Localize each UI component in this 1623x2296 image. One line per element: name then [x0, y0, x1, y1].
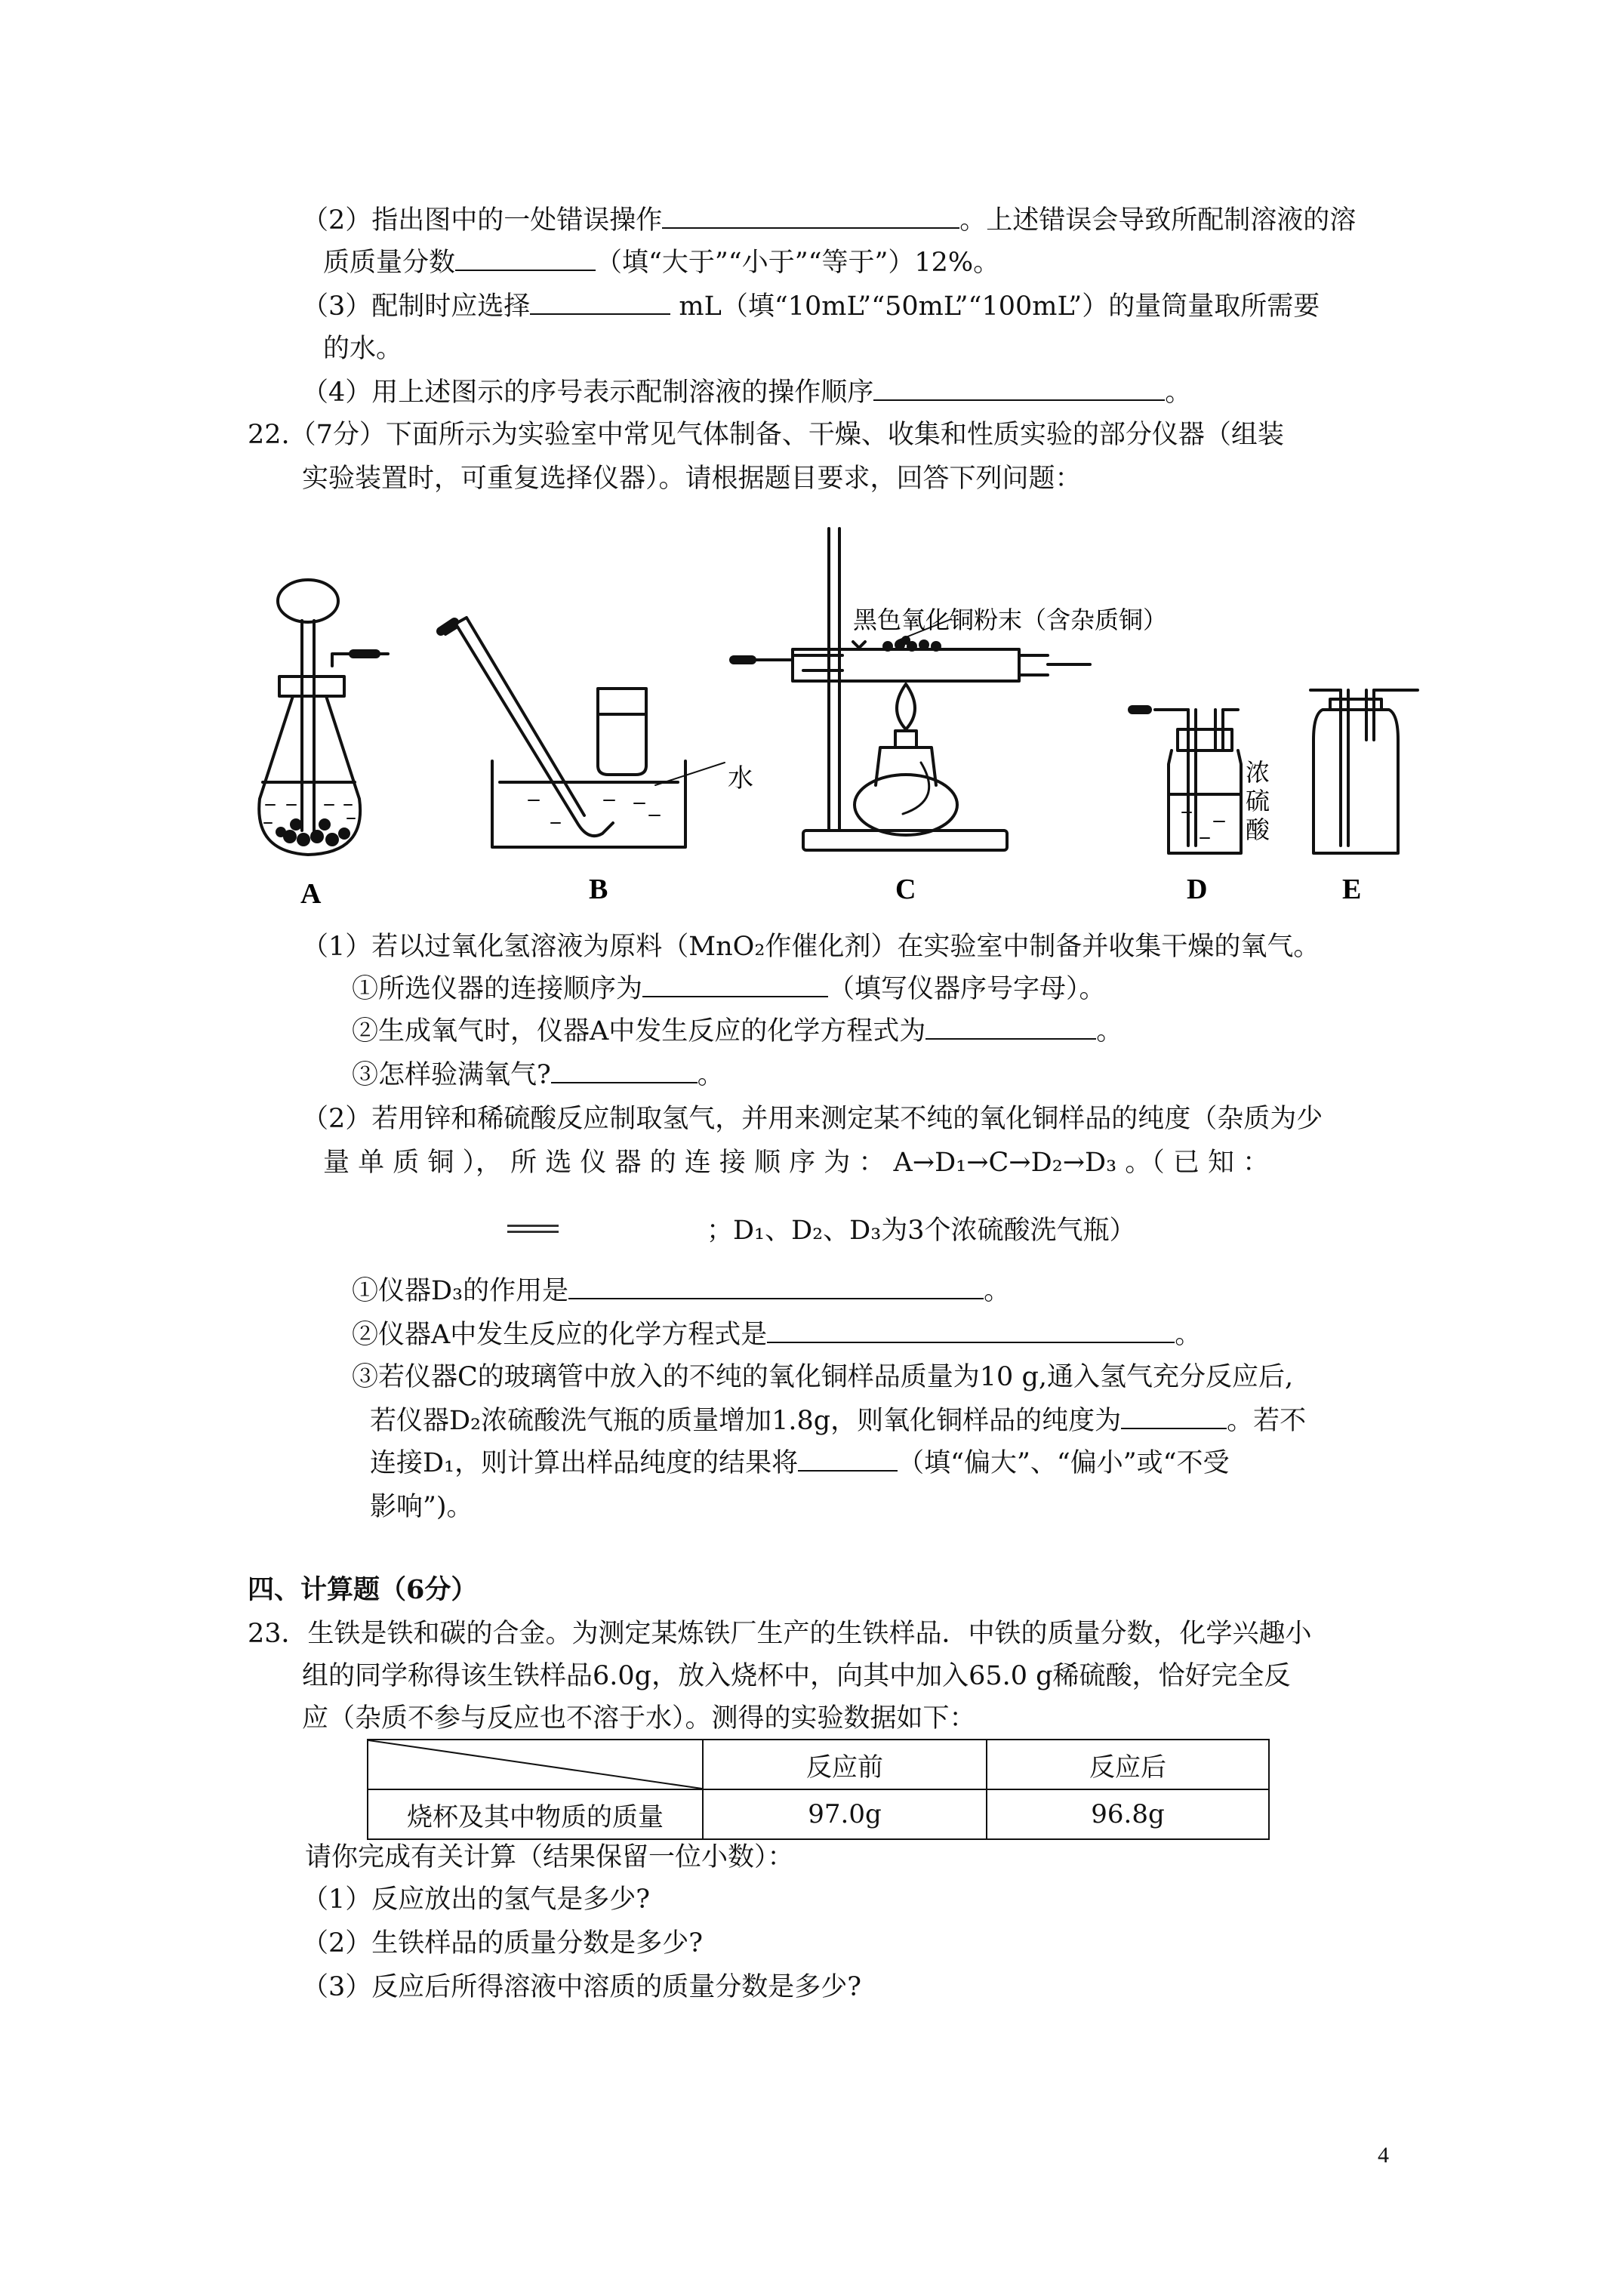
copper-oxide-note: 黑色氧化铜粉末（含杂质铜） [853, 606, 1168, 634]
page-number: 4 [1378, 2143, 1389, 2168]
q22-sub2-3-line4: 影响”)。 [370, 1492, 473, 1522]
diagonal-line [368, 1740, 702, 1789]
value-after: 96.8g [987, 1789, 1269, 1839]
q22-sub2-2: ②仪器A中发生反应的化学方程式是 。 [352, 1320, 1202, 1350]
apparatus-a-flask [259, 580, 388, 855]
apparatus-d-washbottle [1132, 710, 1241, 853]
q21-part2-line2: 质质量分数 （填“大于”“小于”“等于”）12%。 [323, 248, 1000, 278]
q21-part4: （4）用上述图示的序号表示配制溶液的操作顺序 。 [302, 378, 1192, 408]
apparatus-label-c: C [895, 874, 916, 905]
q22-sub2-line3: ；D₁、D₂、D₃为3个浓硫酸洗气瓶） [707, 1216, 1136, 1246]
q22-sub2-3-line1: ③若仪器C的玻璃管中放入的不纯的氧化铜样品质量为10 g,通入氢气充分反应后, [352, 1362, 1294, 1392]
answer-blank[interactable] [1121, 1405, 1227, 1429]
equation-image-placeholder [507, 1231, 559, 1233]
q22-sub2-3-line2: 若仪器D₂浓硫酸洗气瓶的质量增加1.8g，则氧化铜样品的纯度为 。若不 [370, 1406, 1307, 1436]
q23-instruction: 请你完成有关计算（结果保留一位小数）： [305, 1842, 794, 1872]
apparatus-label-e: E [1342, 874, 1362, 905]
q23-ask-3: （3）反应后所得溶液中溶质的质量分数是多少? [302, 1972, 862, 2002]
table-row [368, 1740, 1269, 1789]
q22-sub2-1: ①仪器D₃的作用是 。 [352, 1276, 1011, 1306]
q23-ask-2: （2）生铁样品的质量分数是多少? [302, 1928, 704, 1959]
acid-label-3: 酸 [1246, 815, 1270, 844]
apparatus-label-b: B [589, 874, 608, 905]
apparatus-figure [0, 0, 1623, 921]
apparatus-b-trough [441, 618, 725, 847]
acid-label-1: 浓 [1246, 758, 1270, 787]
header-before: 反应前 [703, 1740, 987, 1789]
table-diagonal-cell [368, 1740, 703, 1789]
answer-blank[interactable] [925, 1015, 1096, 1040]
header-after: 反应后 [987, 1740, 1269, 1789]
acid-label-2: 硫 [1246, 787, 1270, 815]
answer-blank[interactable] [568, 1275, 984, 1299]
q21-part3-line2: 的水。 [323, 334, 403, 364]
answer-blank[interactable] [798, 1447, 898, 1472]
q22-sub1-1: ①所选仪器的连接顺序为 （填写仪器序号字母）。 [352, 974, 1106, 1004]
equation-image-placeholder [507, 1225, 559, 1227]
q21-part2-line1: （2）指出图中的一处错误操作 。上述错误会导致所配制溶液的溶 [302, 205, 1357, 236]
q22-intro-line1: 22.（7分）下面所示为实验室中常见气体制备、干燥、收集和性质实验的部分仪器（组装 [248, 420, 1284, 450]
q22-intro-line2: 实验装置时，可重复选择仪器）。请根据题目要求，回答下列问题： [302, 464, 1082, 494]
q23-line1: 23．生铁是铁和碳的合金。为测定某炼铁厂生产的生铁样品．中铁的质量分数，化学兴趣小 [248, 1619, 1312, 1649]
data-table [367, 1739, 1270, 1840]
q21-part3-line1: （3）配制时应选择 mL（填“10mL”“50mL”“100mL”）的量筒量取所需要 [302, 291, 1320, 322]
answer-blank[interactable] [642, 973, 828, 997]
q22-sub1: （1）若以过氧化氢溶液为原料（MnO₂作催化剂）在实验室中制备并收集干燥的氧气。 [302, 932, 1320, 962]
q23-line3: 应（杂质不参与反应也不溶于水）。测得的实验数据如下： [302, 1703, 976, 1734]
section-4-title: 四、计算题（6分） [248, 1574, 478, 1605]
answer-blank[interactable] [767, 1319, 1175, 1343]
q22-sub2-line1: （2）若用锌和稀硫酸反应制取氢气，并用来测定某不纯的氧化铜样品的纯度（杂质为少 [302, 1104, 1323, 1134]
apparatus-e-gasjar [1310, 690, 1418, 853]
value-before: 97.0g [703, 1789, 987, 1839]
apparatus-label-d: D [1187, 874, 1208, 905]
q22-sub1-3: ③怎样验满氧气? 。 [352, 1060, 724, 1090]
apparatus-c-stand [734, 529, 1090, 850]
water-label: 水 [728, 763, 753, 794]
table-row [368, 1789, 1269, 1839]
row-label: 烧杯及其中物质的质量 [368, 1789, 703, 1839]
q22-sub1-2: ②生成氧气时，仪器A中发生反应的化学方程式为 。 [352, 1016, 1123, 1046]
q23-line2: 组的同学称得该生铁样品6.0g，放入烧杯中，向其中加入65.0 g稀硫酸，恰好完全反 [302, 1661, 1291, 1691]
apparatus-label-a: A [300, 878, 322, 910]
q22-sub2-3-line3: 连接D₁，则计算出样品纯度的结果将 （填“偏大”、“偏小”或“不受 [370, 1448, 1230, 1478]
answer-blank[interactable] [551, 1059, 698, 1083]
q23-ask-1: （1）反应放出的氢气是多少? [302, 1885, 651, 1915]
q22-sub2-line2: 量 单 质 铜 ）， 所 选 仪 器 的 连 接 顺 序 为 ： A→D₁→C→D₂→D₃ 。（ 已 知 ： [323, 1148, 1270, 1178]
